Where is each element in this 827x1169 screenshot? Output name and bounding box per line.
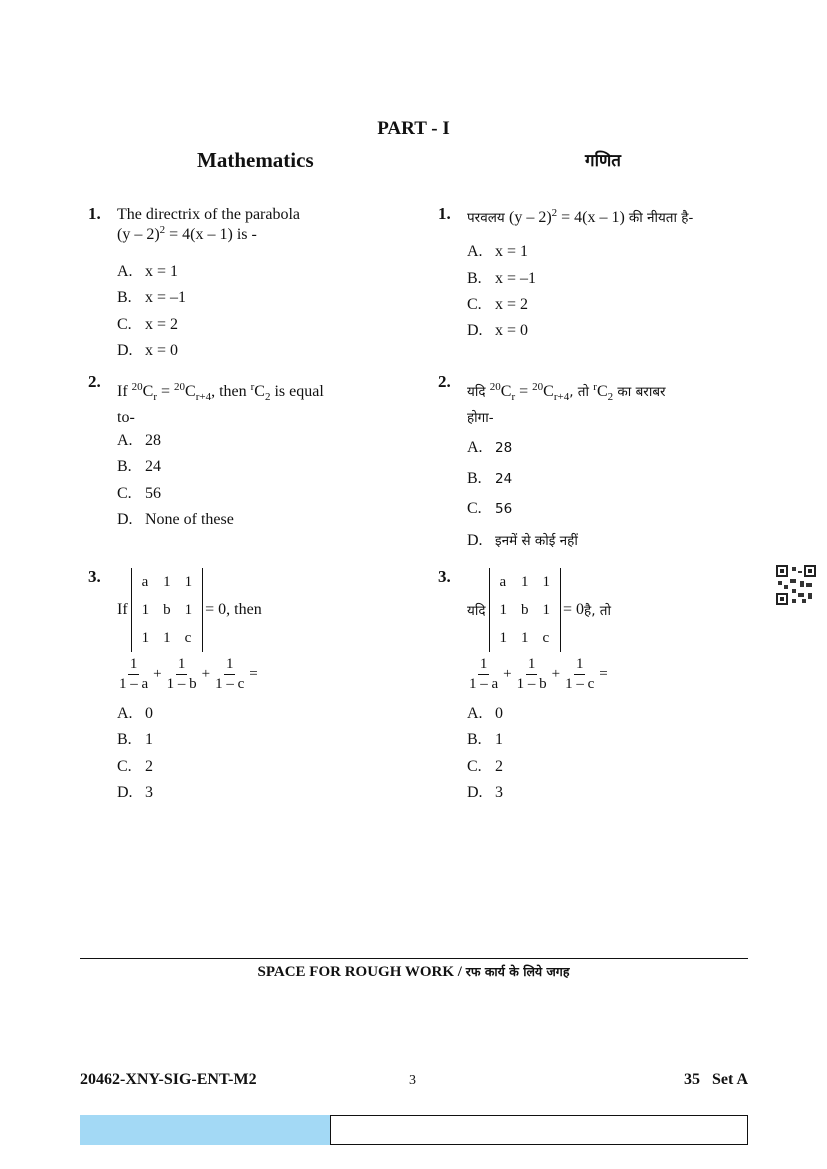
question-number: 1. [88,204,101,223]
option-a: A. 0 [467,705,503,722]
question-text-hindi: परवलय (y – 2)$^2$ = 4(x – 1) की नीयता है- [467,207,694,226]
option-d: D. 3 [117,784,153,801]
option-d: D. इनमें से कोई नहीं [467,532,578,549]
option-a: A. x = 1 [467,243,529,260]
page-number: 3 [409,1073,416,1088]
footer-box [330,1115,748,1145]
option-b: B. 1 [117,731,153,748]
option-a: A. x = 1 [117,263,179,280]
option-c: C. x = 2 [117,316,179,333]
question-number: 2. [438,372,451,391]
option-a: A. 0 [117,705,153,722]
question-text-hindi: यदि $^{20}C_r = ^{20}C_{r+4}$, तो $^rC_2$ का बराबर होगा- [467,381,666,426]
divider [80,958,748,959]
option-b: B. 24 [117,458,161,475]
determinant: a 1 1 1 b 1 1 1 c [489,568,562,652]
part-title: PART - I [377,118,450,139]
question-number: 2. [88,372,101,391]
question-text-hindi: यदि a 1 1 1 b 1 1 1 c = 0 है, तो [467,568,611,652]
question-number: 3. [438,567,451,586]
fraction-expression: $\frac{1}{1 - a}$ + $\frac{1}{1 - b}$ + $\frac{1}{1 - c}$ = [469,656,608,692]
option-c: C. 2 [467,758,503,775]
option-b: B. 24 [467,470,513,487]
subject-title-hindi: गणित [585,151,621,171]
question-text: If a 1 1 1 b 1 1 1 c = 0, then [117,568,262,652]
option-d: D. x = 0 [467,322,529,339]
question-text: If $^{20}C_r = ^{20}C_{r+4}$, then $^rC_2$ is equal to- [117,381,324,426]
qr-code-icon [776,565,816,605]
rough-work-label: SPACE FOR ROUGH WORK / रफ कार्य के लिये जगह [257,964,570,980]
subject-title-english: Mathematics [197,148,314,172]
fraction-expression: $\frac{1}{1 - a}$ + $\frac{1}{1 - b}$ + $\frac{1}{1 - c}$ = [119,656,258,692]
option-d: D. None of these [117,511,234,528]
determinant: a 1 1 1 b 1 1 1 c [131,568,204,652]
option-b: B. x = –1 [117,289,187,306]
set-label: 35 Set A [684,1071,748,1088]
option-c: C. 2 [117,758,153,775]
option-d: D. 3 [467,784,503,801]
option-a: A. 28 [117,432,161,449]
question-number: 3. [88,567,101,586]
option-c: C. 56 [467,500,513,517]
question-text: The directrix of the parabola (y – 2)$^2$ = 4(x – 1) is - [117,206,301,243]
paper-code: 20462-XNY-SIG-ENT-M2 [80,1071,257,1088]
question-number: 1. [438,204,451,223]
option-a: A. 28 [467,439,513,456]
option-b: B. x = –1 [467,270,537,287]
footer-color-bar [80,1115,330,1145]
option-c: C. 56 [117,485,161,502]
option-c: C. x = 2 [467,296,529,313]
option-b: B. 1 [467,731,503,748]
option-d: D. x = 0 [117,342,179,359]
